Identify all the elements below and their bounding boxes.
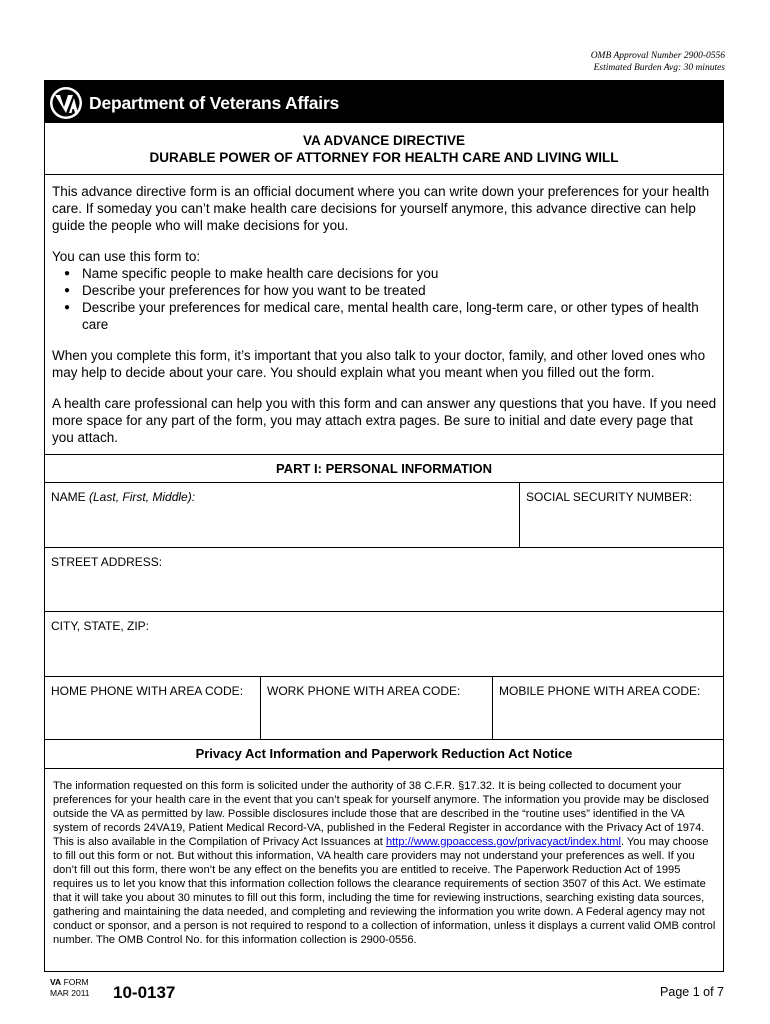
privacy-text-part-2: . You may choose to fill out this form or not. But without this information, VA health care providers may not understand your preferences as well. If you don’t fill out this form, there won’t be any effect on the benefits you are entitled to receive. The Paperwork Reduction Act of 1995 requires us to let you know that this information collection follows the clearance requirements of section 3507 of this Act. We estimate that it will take you about 30 minutes to fill out this form, including the time for reviewing instructions, searching existing data sources, gathering and maintaining the data needed, and completing and reviewing the information you write down. A Federal agency may not conduct or sponsor, and a person is not required to respond to a collection of information, unless it displays a current valid OMB control number. The OMB Control No. for this information collection is 2900-0556. (53, 836, 716, 946)
footer-form-label: FORM (63, 977, 89, 987)
ssn-label: SOCIAL SECURITY NUMBER: (526, 490, 693, 504)
street-address-label: STREET ADDRESS: (51, 555, 163, 569)
intro-paragraph-4: A health care professional can help you with this form and can answer any questions that you have. If you need more space for any part of the form, you may attach extra pages. Be sure to initial and date every page that you attach. (52, 396, 717, 445)
work-phone-label: WORK PHONE WITH AREA CODE: (267, 684, 461, 698)
name-field[interactable] (45, 483, 519, 547)
home-phone-label: HOME PHONE WITH AREA CODE: (51, 684, 244, 698)
va-seal-icon (49, 86, 83, 120)
omb-approval-number: OMB Approval Number 2900-0556 (590, 51, 725, 61)
footer-form-date: MAR 2011 (50, 988, 90, 998)
name-label: NAME (51, 490, 90, 504)
list-item: ● Name specific people to make health care decisions for you (82, 265, 717, 282)
omb-notice (591, 50, 725, 74)
page-number: Page 1 of 7 (660, 985, 724, 999)
phone-row (45, 676, 723, 739)
privacy-heading: Privacy Act Information and Paperwork Reduction Act Notice (45, 739, 723, 769)
mobile-phone-label: MOBILE PHONE WITH AREA CODE: (499, 684, 701, 698)
privacy-notice (53, 779, 718, 947)
street-address-field[interactable] (45, 548, 723, 611)
form-title (45, 123, 723, 175)
work-phone-field[interactable] (260, 677, 492, 739)
name-ssn-row (45, 482, 723, 547)
form-frame (44, 80, 724, 972)
intro-paragraph-1: This advance directive form is an official document where you can write down your preferences for your health care. If someday you can’t make health care decisions for yourself anymore, this advance directive can help guide the people who will make decisions for you. (52, 184, 710, 233)
mobile-phone-field[interactable] (492, 677, 725, 739)
name-hint: (Last, First, Middle): (89, 490, 196, 504)
form-title-line-2: DURABLE POWER OF ATTORNEY FOR HEALTH CARE AND LIVING WILL (149, 150, 619, 165)
department-header (45, 81, 723, 123)
intro-text (52, 183, 717, 460)
intro-paragraph-3: When you complete this form, it’s important that you also talk to your doctor, family, and other loved ones who may help to decide about your care. You should explain what you meant when you filled out the form. (52, 348, 706, 380)
list-item: ● Describe your preferences for how you want to be treated (82, 282, 717, 299)
form-identifier (50, 977, 90, 999)
list-item: ● Describe your preferences for medical care, mental health care, long-term care, or other types of health care (82, 299, 717, 333)
privacy-text-part-1: The information requested on this form is solicited under the authority of 38 C.F.R. §17.32. It is being collected to document your preferences for your health care in the event that you can’t speak for yourself anymore. The information you provide may be disclosed outside the VA as permitted by law. Possible disclosures include those that are described in the “routine uses” identified in the VA system of records 24VA19, Patient Medical Record-VA, published in the Federal Register in accordance with the Privacy Act of 1974. This is also available in the Compilation of Privacy Act Issuances at (53, 780, 709, 848)
privacy-act-link[interactable]: http://www.gpoaccess.gov/privacyact/index.html (385, 836, 621, 848)
intro-uses-lead: You can use this form to: (52, 249, 201, 264)
city-row (45, 611, 723, 676)
part-1-heading: PART I: PERSONAL INFORMATION (45, 454, 723, 482)
city-state-zip-field[interactable] (45, 612, 723, 676)
home-phone-field[interactable] (45, 677, 260, 739)
department-name: Department of Veterans Affairs (89, 93, 340, 113)
form-number: 10-0137 (113, 983, 176, 1002)
footer-va: VA (50, 977, 62, 987)
form-title-line-1: VA ADVANCE DIRECTIVE (302, 133, 465, 148)
city-state-zip-label: CITY, STATE, ZIP: (51, 619, 150, 633)
ssn-field[interactable] (519, 483, 725, 547)
uses-list (52, 265, 717, 333)
omb-estimated-burden: Estimated Burden Avg: 30 minutes (593, 63, 725, 73)
street-row (45, 547, 723, 611)
